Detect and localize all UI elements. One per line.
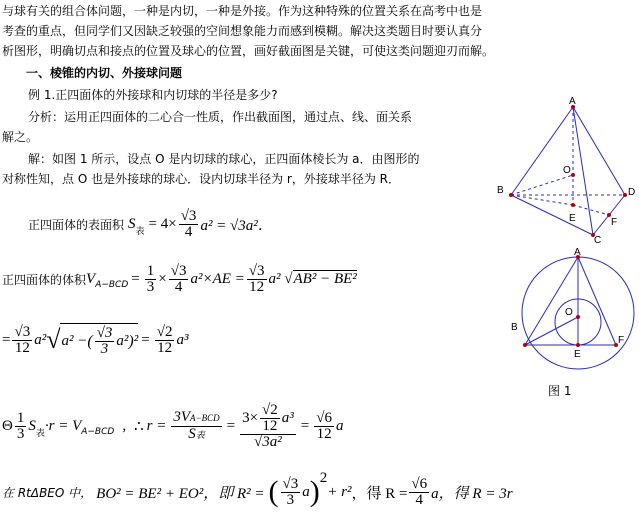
point-b [509,193,513,197]
section-point-b [523,343,527,347]
section-label-b: B [511,322,518,333]
s-subscript: 表 [135,226,145,237]
surface-area-label: 正四面体的表面积 [28,217,125,232]
label-a: A [569,96,576,107]
solution-line-1: 解：如图 1 所示，设点 O 是内切球的球心，正四面体棱长为 a．由图形的 [28,152,420,166]
volume-equation-continued: = $\frac{√3}{12}$ a² √ a² − ( $\frac{√3}{3}$ a² ) ² = $\frac{√2}{12}$ a³ [2,323,189,357]
section-point-o [576,315,580,319]
analysis-line-2: 解之。 [2,130,39,144]
section-label-f: F [618,335,625,346]
label-c: C [594,235,602,245]
inradius-equation: Θ $\frac{1}{3}$ S 表 ·r = V A−BCD , ∴ r = $\frac{\text{3VA−BCD}}{\text{S表}}$ = 3× $\frac{√2}{12}$ a³ √3a² = $\frac{√6}{12}$ a [2,401,344,450]
intro-line-2: 考查的重点，但同学们又因缺乏较强的空间想象能力而感到模糊。解决这类题目时要认真分 [2,24,483,38]
solution-line-2: 对称性知，点 O 也是外接球的球心．设内切球半径为 r，外接球半径为 R． [2,172,400,186]
tetrahedron-figure [495,95,639,245]
eq1-fraction: $\frac{√3}{4}$ [180,207,197,240]
cross-section-figure [505,245,639,373]
intro-line-3: 析图形，明确切点和接点的位置及球心的位置，画好截面图是关键，可使这类问题迎刃而解。 [2,44,495,58]
point-e [571,203,575,207]
label-e: E [569,213,576,224]
point-d [623,193,627,197]
volume-equation: 正四面体的体积 V A−BCD = $\frac{1}{3}$ × $\frac{√3}{4}$ a²×AE = $\frac{√3}{12}$ a² √AB² − BE² [2,262,357,295]
label-o: O [563,165,571,176]
surface-area-equation: 正四面体的表面积 S 表 = 4× $\frac{√3}{4}$ a² = √3a²． [28,207,273,240]
section-label-e: E [574,349,581,360]
example-statement: 例 1.正四面体的外接球和内切球的半径是多少? [28,88,278,102]
right-triangle-equation: 在 RtΔBEO 中， BO² = BE² + EO²，即 R² = ( $\frac{√3}{3}$ a ) 2 + r² ，得 R = $\frac{√6}{4}$ a，得 R = 3r [2,469,513,508]
point-o [571,173,575,177]
label-b: B [497,185,504,196]
label-f: F [611,217,618,228]
eq1-suffix: a² = √3a²． [200,217,273,234]
label-d: D [628,187,636,198]
section-label-o: O [565,307,573,318]
section-label-a: A [574,247,581,258]
intro-line-1: 与球有关的组合体问题，一种是内切，一种是外接。作为这种特殊的位置关系在高考中也是 [2,4,483,18]
section-heading: 一、棱锥的内切、外接球问题 [26,66,183,80]
section-point-e [576,343,580,347]
analysis-line-1: 分析：运用正四面体的二心合一性质，作出截面图，通过点、线、面关系 [28,110,413,124]
eq1-prefix: = 4× [148,215,177,232]
volume-label: 正四面体的体积 [2,272,87,287]
figure-caption: 图 1 [548,384,572,398]
